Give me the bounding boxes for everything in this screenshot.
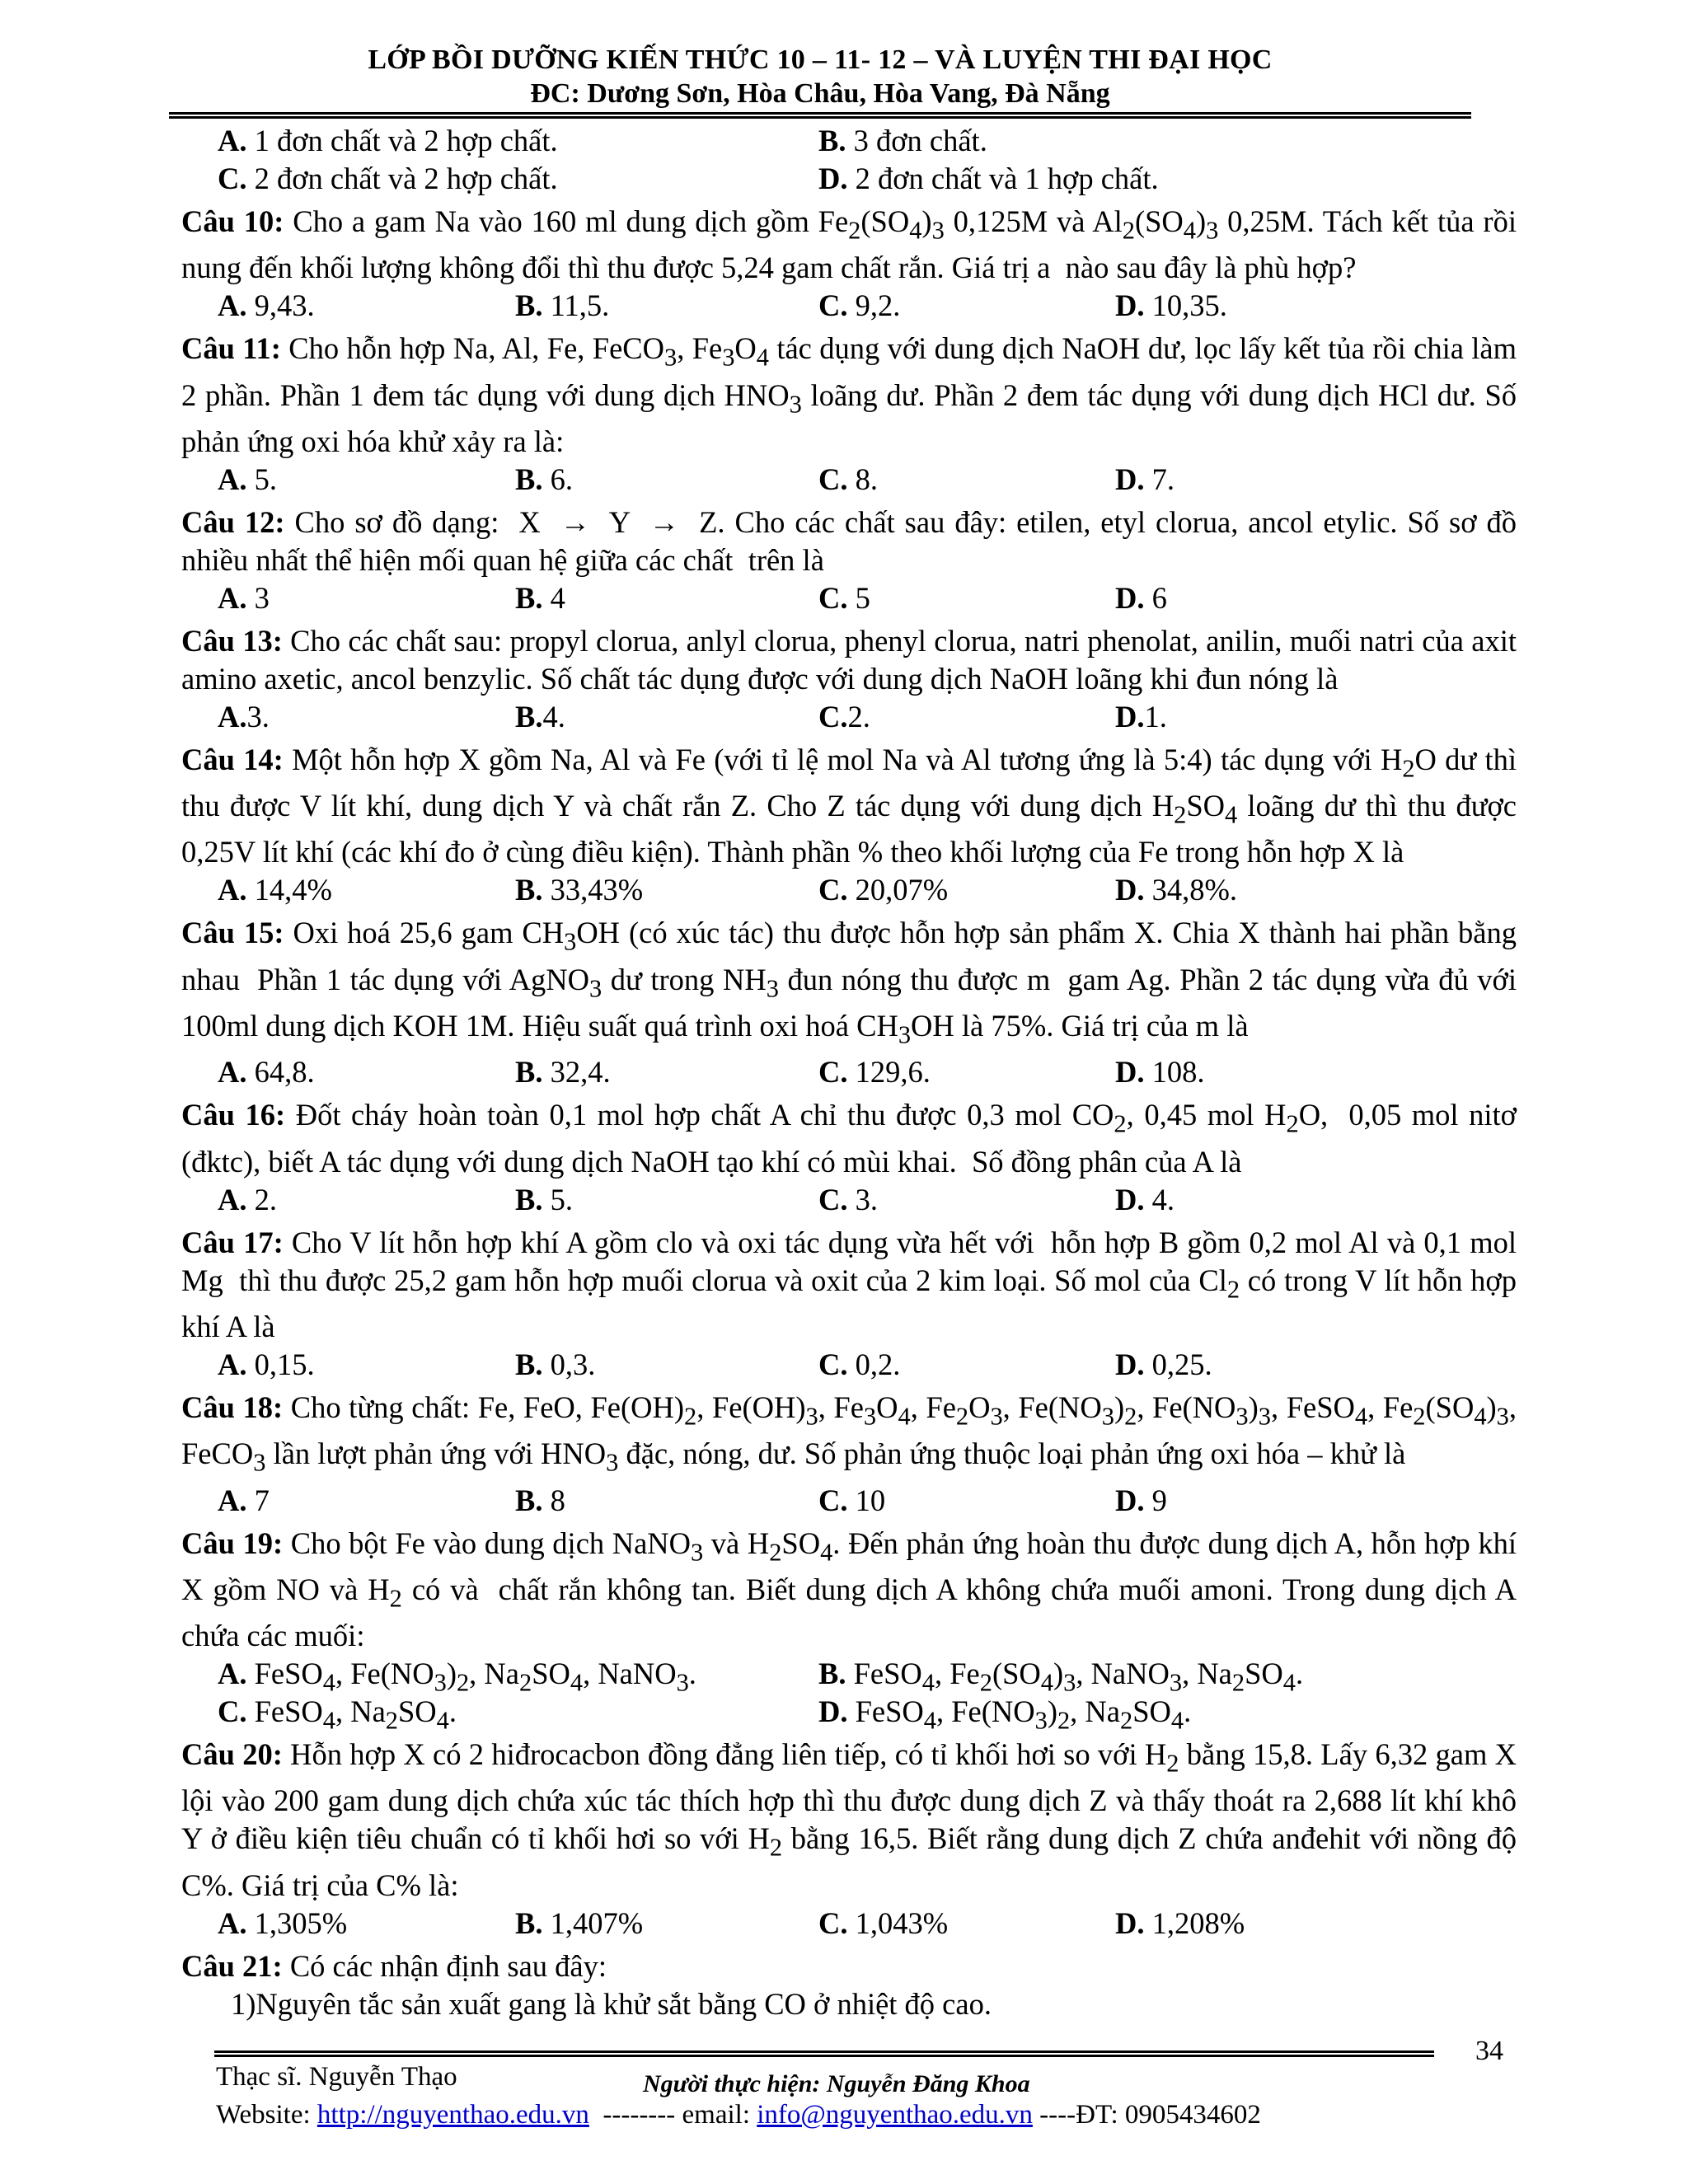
option-a: A. 1,305% — [218, 1905, 348, 1940]
option-a: A. 5. — [218, 462, 277, 496]
option-a: A. 64,8. — [218, 1055, 315, 1090]
option-d: D. 0,25. — [1115, 1347, 1212, 1381]
options-q11 — [181, 461, 1517, 499]
question-list — [181, 122, 1517, 2023]
question-17: Câu 17: Cho V lít hỗn hợp khí A gồm clo và oxi tác dụng vừa hết với hỗn hợp B gồm 0,2 mol Al và 0,1 mol Mg thì thu được 25,2 gam hỗn hợp muối clorua và oxit của 2 kim loại. Số mol của $Cl_2$ có trong V lít hỗn hợp khí A là — [181, 1225, 1517, 1343]
option-a: A. 1 đơn chất và 2 hợp chất. — [218, 124, 558, 157]
option-b: B. 0,3. — [515, 1347, 596, 1381]
option-d: D. 2 đơn chất và 1 hợp chất. — [818, 162, 1159, 195]
option-c: C. 10 — [818, 1483, 886, 1517]
option-c: C. 0,2. — [818, 1347, 901, 1381]
option-b: B. 4 — [515, 580, 565, 615]
option-d: D. 10,35. — [1115, 288, 1227, 323]
option-d: D. 4. — [1115, 1182, 1175, 1216]
footer-divider — [214, 2050, 1434, 2057]
option-a: A. 9,43. — [218, 288, 315, 323]
option-d: D. 1,208% — [1115, 1905, 1245, 1940]
option-a: A. FeSO$_4$, $Fe(NO_3)_2$, $Na_2SO_4$, NaNO$_3$. — [218, 1657, 696, 1697]
option-a: A. 14,4% — [218, 873, 332, 907]
option-b: B. 11,5. — [515, 288, 610, 323]
footer-author: Thạc sĩ. Nguyễn Thạo — [216, 2062, 457, 2092]
option-d: D. 6 — [1115, 580, 1167, 615]
option-b: B. 3 đơn chất. — [818, 124, 987, 157]
question-15: Câu 15: Oxi hoá 25,6 gam $CH_3OH$ (có xúc tác) thu được hỗn hợp sản phẩm X. Chia X thành hai phần bằng nhau Phần 1 tác dụng với AgNO$_3$ dư trong $NH_3$ đun nóng thu được m gam Ag. Phần 2 tác dụng vừa đủ với 100ml dung dịch KOH 1M. Hiệu suất quá trình oxi hoá $CH_3OH$ là 75%. Giá trị của m là — [181, 916, 1517, 1049]
email-link[interactable]: info@nguyenthao.edu.vn — [757, 2100, 1033, 2130]
option-d: D. 9 — [1115, 1483, 1167, 1517]
page-number: 34 — [1475, 2036, 1503, 2066]
option-b: B. 8 — [515, 1483, 565, 1517]
options-q14 — [181, 871, 1517, 909]
option-b: B. 32,4. — [515, 1055, 611, 1090]
option-c: C. 8. — [818, 462, 878, 496]
email-label: -------- email: — [588, 2100, 757, 2130]
statement-1: 1)Nguyên tắc sản xuất gang là khử sắt bằng CO ở nhiệt độ cao. — [231, 1986, 992, 2021]
option-d: D.1. — [1115, 699, 1167, 733]
option-c: C. FeSO$_4$, $Na_2SO_4$. — [218, 1694, 457, 1735]
options-q16 — [181, 1181, 1517, 1219]
option-c: C. 20,07% — [818, 873, 949, 907]
option-a: A. 0,15. — [218, 1347, 315, 1381]
option-d: D. FeSO$_4$, $Fe(NO_3)_2$, $Na_2SO_4$. — [818, 1694, 1192, 1735]
question-10: Câu 10: Cho a gam Na vào 160 ml dung dịch gồm $Fe_2(SO_4)_3$ 0,125M và $Al_2(SO_4)_3$ 0,25M. Tách kết tủa rồi nung đến khối lượng không đổi thì thu được 5,24 gam chất rắn. Giá trị a nào sau đây là phù hợp? — [181, 204, 1517, 285]
header-title: LỚP BỒI DƯỠNG KIẾN THỨC 10 – 11- 12 – VÀ LUYỆN THI ĐẠI HỌC — [368, 45, 1273, 75]
website-label: Website: — [216, 2100, 317, 2130]
page-header — [169, 43, 1471, 110]
option-b: B. FeSO$_4$, $Fe_2(SO_4)_3$, NaNO$_3$, $Na_2SO_4$. — [818, 1657, 1304, 1697]
options-q18 — [181, 1482, 1517, 1520]
options-q19-row-1 — [181, 1655, 1517, 1697]
phone-text: ----ĐT: 0905434602 — [1032, 2100, 1261, 2130]
option-d: D. 7. — [1115, 462, 1175, 496]
question-11: Câu 11: Cho hỗn hợp Na, Al, Fe, FeCO$_3$, $Fe_3O_4$ tác dụng với dung dịch NaOH dư, lọc lấy kết tủa rồi chia làm 2 phần. Phần 1 đem tác dụng với dung dịch $HNO_3$ loãng dư. Phần 2 đem tác dụng với dung dịch HCl dư. Số phản ứng oxi hóa khử xảy ra là: — [181, 331, 1517, 458]
option-c: C.2. — [818, 699, 870, 733]
option-c: C. 3. — [818, 1182, 878, 1216]
question-12: Câu 12: Cho sơ đồ dạng: X → Y → Z. Cho các chất sau đây: etilen, etyl clorua, ancol etylic. Số sơ đồ nhiều nhất thể hiện mối quan hệ giữa các chất trên là — [181, 504, 1517, 577]
options-q12 — [181, 579, 1517, 617]
option-b: B. 5. — [515, 1182, 573, 1216]
question-16: Câu 16: Đốt cháy hoàn toàn 0,1 mol hợp chất A chỉ thu được 0,3 mol $CO_2$, 0,45 mol $H_2O$, 0,05 mol nitơ (đktc), biết A tác dụng với dung dịch NaOH tạo khí có mùi khai. Số đồng phân của A là — [181, 1098, 1517, 1179]
options-q20 — [181, 1905, 1517, 1943]
option-b: B. 1,407% — [515, 1905, 644, 1940]
option-c: C. 1,043% — [818, 1905, 949, 1940]
option-c: C. 2 đơn chất và 2 hợp chất. — [218, 162, 558, 195]
option-a: A.3. — [218, 699, 270, 733]
option-a: A. 2. — [218, 1182, 277, 1216]
website-link[interactable]: http://nguyenthao.edu.vn — [316, 2100, 589, 2130]
options-q17 — [181, 1346, 1517, 1384]
question-20: Câu 20: Hỗn hợp X có 2 hiđrocacbon đồng đẳng liên tiếp, có tỉ khối hơi so với $H_2$ bằng 15,8. Lấy 6,32 gam X lội vào 200 gam dung dịch chứa xúc tác thích hợp thì thu được dung dịch Z và thấy thoát ra 2,688 lít khí khô Y ở điều kiện tiêu chuẩn có tỉ khối hơi so với $H_2$ bằng 16,5. Biết rằng dung dịch Z chứa anđehit với nồng độ C%. Giá trị của C% là: — [181, 1737, 1517, 1902]
option-c: C. 129,6. — [818, 1055, 931, 1090]
carry-options-row-2 — [181, 160, 1517, 198]
header-address: ĐC: Dương Sơn, Hòa Châu, Hòa Vang, Đà Nẵng — [530, 78, 1110, 109]
option-b: B. 33,43% — [515, 873, 644, 907]
question-14: Câu 14: Một hỗn hợp X gồm Na, Al và Fe (với tỉ lệ mol Na và Al tương ứng là 5:4) tác dụng với $H_2O$ dư thì thu được V lít khí, dung dịch Y và chất rắn Z. Cho Z tác dụng với dung dịch $H_2SO_4$ loãng dư thì thu được 0,25V lít khí (các khí đo ở cùng điều kiện). Thành phần % theo khối lượng của Fe trong hỗn hợp X là — [181, 742, 1517, 869]
carry-options-row-1 — [181, 122, 1517, 160]
options-q15 — [181, 1053, 1517, 1091]
footer-performer: Người thực hiện: Nguyễn Đăng Khoa — [643, 2070, 1030, 2097]
options-q19-row-2 — [181, 1693, 1517, 1735]
option-c: C. 5 — [818, 580, 870, 615]
header-divider — [169, 112, 1471, 119]
option-a: A. 7 — [218, 1483, 270, 1517]
option-a: A. 3 — [218, 580, 270, 615]
question-21: Câu 21: Có các nhận định sau đây: — [181, 1948, 607, 1983]
options-q10 — [181, 287, 1517, 325]
option-b: B.4. — [515, 699, 565, 733]
question-18: Câu 18: Cho từng chất: Fe, FeO, $Fe(OH)_2$, $Fe(OH)_3$, $Fe_3O_4$, $Fe_2O_3$, $Fe(NO_3)_2$, $Fe(NO_3)_3$, FeSO$_4$, $Fe_2(SO_4)_3$, FeCO$_3$ lần lượt phản ứng với $HNO_3$ đặc, nóng, dư. Số phản ứng thuộc loại phản ứng oxi hóa – khử là — [181, 1390, 1517, 1477]
option-d: D. 34,8%. — [1115, 873, 1238, 907]
option-d: D. 108. — [1115, 1055, 1205, 1090]
footer-contact — [216, 2100, 1261, 2130]
question-19: Câu 19: Cho bột Fe vào dung dịch NaNO$_3$ và $H_2SO_4$. Đến phản ứng hoàn thu được dung dịch A, hỗn hợp khí X gồm NO và $H_2$ có và chất rắn không tan. Biết dung dịch A không chứa muối amoni. Trong dung dịch A chứa các muối: — [181, 1526, 1517, 1653]
options-q13 — [181, 698, 1517, 736]
option-c: C. 9,2. — [818, 288, 901, 323]
question-13: Câu 13: Cho các chất sau: propyl clorua, anlyl clorua, phenyl clorua, natri phenolat, anilin, muối natri của axit amino axetic, ancol benzylic. Số chất tác dụng được với dung dịch NaOH loãng khi đun nóng là — [181, 623, 1517, 696]
option-b: B. 6. — [515, 462, 573, 496]
